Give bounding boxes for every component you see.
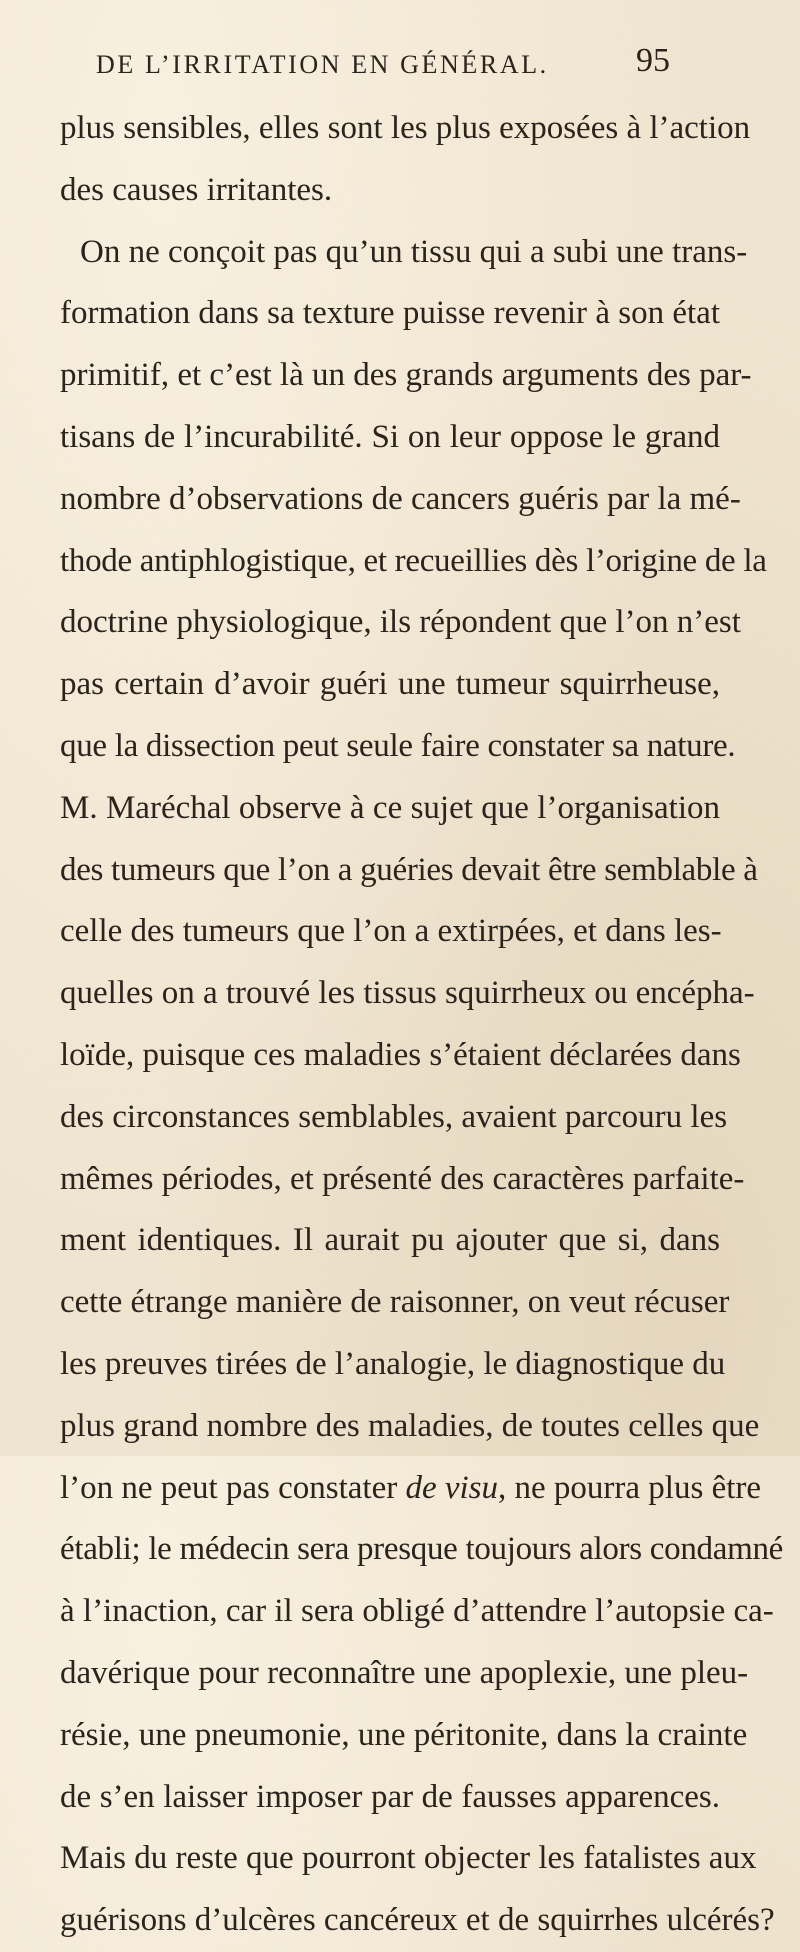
text-line: guérisons d’ulcères cancéreux et de squirrhes ulcérés? — [60, 1902, 775, 1939]
italic-phrase: de visu — [405, 1469, 499, 1506]
text-line: des causes irritantes. — [60, 171, 333, 208]
text-line: nombre d’observations de cancers guéris par la mé- — [60, 480, 741, 517]
text-line: M. Maréchal observe à ce sujet que l’organisation — [60, 789, 720, 826]
text-line — [40, 1458, 762, 1520]
text-segment: l’on ne peut pas constater — [60, 1469, 406, 1506]
text-line: On ne conçoit pas qu’un tissu qui a subi une trans- — [80, 233, 748, 270]
text-line: doctrine physiologique, ils répondent que l’on n’est — [60, 604, 741, 641]
page-number: 95 — [636, 42, 670, 79]
text-line: mêmes périodes, et présenté des caractères parfaite- — [60, 1160, 745, 1197]
text-line: loïde, puisque ces maladies s’étaient déclarées dans — [60, 1036, 741, 1073]
text-line: quelles on a trouvé les tissus squirrheux ou encépha- — [60, 975, 755, 1012]
text-line: plus grand nombre des maladies, de toutes celles que — [60, 1407, 760, 1444]
text-line: celle des tumeurs que l’on a extirpées, et dans les- — [60, 913, 722, 950]
body-text — [40, 98, 783, 1952]
text-line: formation dans sa texture puisse revenir à son état — [60, 295, 720, 332]
text-line: résie, une pneumonie, une péritonite, dans la crainte — [60, 1716, 748, 1753]
text-line: ment identiques. Il aurait pu ajouter que si, dans — [60, 1222, 720, 1259]
text-line: établi; le médecin sera presque toujours alors condamné — [60, 1531, 783, 1568]
text-line: davérique pour reconnaître une apoplexie, une pleu- — [60, 1654, 749, 1691]
text-line: les preuves tirées de l’analogie, le diagnostique du — [60, 1345, 726, 1382]
text-line: des tumeurs que l’on a guéries devait être semblable à — [60, 851, 758, 888]
text-line: de s’en laisser imposer par de fausses apparences. — [60, 1778, 720, 1815]
running-title: DE L’IRRITATION EN GÉNÉRAL. — [96, 50, 549, 79]
text-line: des circonstances semblables, avaient parcouru les — [60, 1098, 728, 1135]
text-segment: , ne pourra plus être — [498, 1469, 762, 1506]
text-line: pas certain d’avoir guéri une tumeur squirrheuse, — [60, 666, 720, 703]
text-line: cette étrange manière de raisonner, on veut récuser — [60, 1284, 730, 1321]
text-line: tisans de l’incurabilité. Si on leur oppose le grand — [60, 418, 720, 455]
text-line: Mais du reste que pourront objecter les fatalistes aux — [60, 1840, 757, 1877]
text-line: primitif, et c’est là un des grands arguments des par- — [60, 357, 752, 394]
text-line: que la dissection peut seule faire constater sa nature. — [60, 727, 736, 764]
running-header — [96, 42, 686, 82]
text-line: thode antiphlogistique, et recueillies dès l’origine de la — [60, 542, 767, 579]
text-line: plus sensibles, elles sont les plus exposées à l’action — [60, 110, 751, 146]
text-line: à l’inaction, car il sera obligé d’attendre l’autopsie ca- — [60, 1593, 774, 1630]
